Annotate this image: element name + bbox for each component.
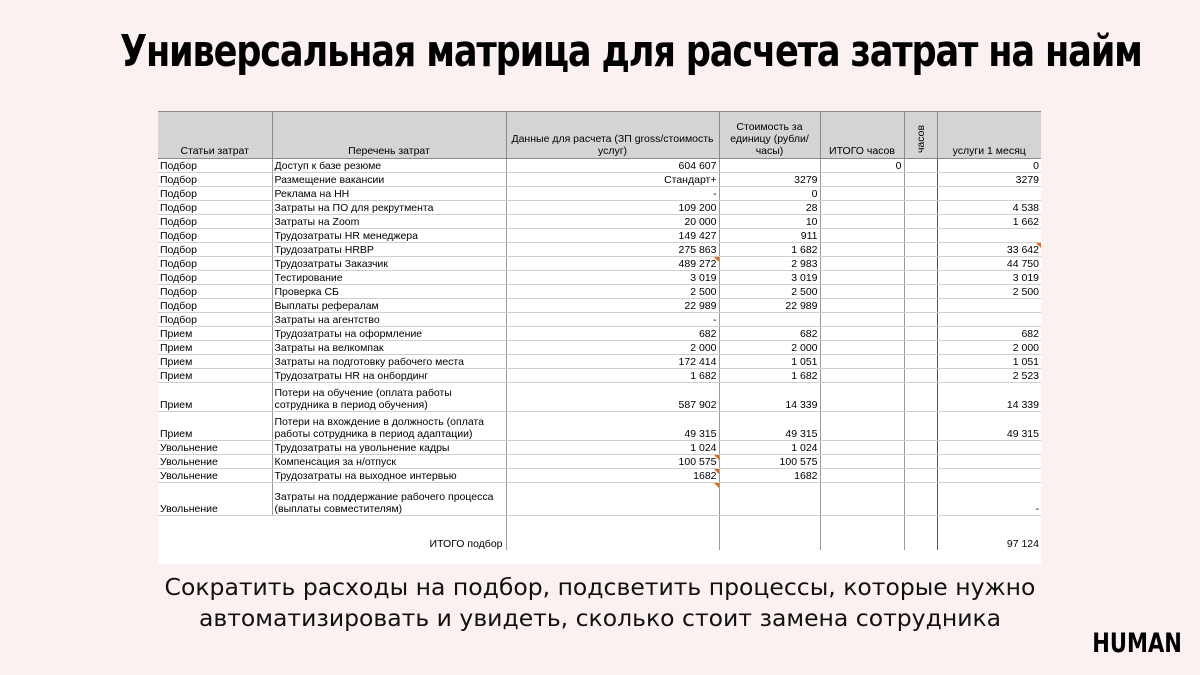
cell-data: 604 607 bbox=[506, 159, 719, 173]
table-row bbox=[158, 271, 1041, 285]
cell-data: 22 989 bbox=[506, 299, 719, 313]
table-row bbox=[158, 483, 1041, 516]
cell-total-hours bbox=[820, 271, 904, 285]
cell-data: 149 427 bbox=[506, 229, 719, 243]
cell-unit-cost: 1 682 bbox=[719, 243, 820, 257]
cell-category: Прием bbox=[158, 327, 272, 341]
cell-month: 3279 bbox=[937, 173, 1041, 187]
cell-month: 2 500 bbox=[937, 285, 1041, 299]
cell-hours bbox=[904, 383, 937, 412]
cell-hours bbox=[904, 243, 937, 257]
cell-data: 172 414 bbox=[506, 355, 719, 369]
cell-total-hours bbox=[820, 483, 904, 516]
page-title: Универсальная матрица для расчета затрат на найм bbox=[120, 26, 1142, 77]
cell-total-hours bbox=[820, 455, 904, 469]
cell-category: Подбор bbox=[158, 243, 272, 257]
cell-month: - bbox=[937, 483, 1041, 516]
table-header-row bbox=[158, 112, 1041, 159]
cell-hours bbox=[904, 327, 937, 341]
cell-category: Увольнение bbox=[158, 455, 272, 469]
cell-hours bbox=[904, 369, 937, 383]
cell-month bbox=[937, 299, 1041, 313]
cell-category: Подбор bbox=[158, 271, 272, 285]
cell-month: 1 051 bbox=[937, 355, 1041, 369]
table-row bbox=[158, 455, 1041, 469]
cell-month: 3 019 bbox=[937, 271, 1041, 285]
header-name: Перечень затрат bbox=[272, 112, 506, 159]
cell-month bbox=[937, 455, 1041, 469]
cell-name: Трудозатраты на увольнение кадры bbox=[272, 441, 506, 455]
total-cell-unit-cost bbox=[719, 516, 820, 551]
header-category: Статьи затрат bbox=[158, 112, 272, 159]
cell-hours bbox=[904, 229, 937, 243]
cell-total-hours bbox=[820, 369, 904, 383]
cell-category: Подбор bbox=[158, 229, 272, 243]
cell-hours bbox=[904, 159, 937, 173]
cell-unit-cost: 911 bbox=[719, 229, 820, 243]
table-row bbox=[158, 355, 1041, 369]
table-row bbox=[158, 159, 1041, 173]
cell-total-hours bbox=[820, 313, 904, 327]
cell-hours bbox=[904, 285, 937, 299]
cell-total-hours bbox=[820, 441, 904, 455]
total-cell-data bbox=[506, 516, 719, 551]
total-cell-hours bbox=[820, 516, 904, 551]
cell-data: Стандарт+ bbox=[506, 173, 719, 187]
cell-data bbox=[506, 483, 719, 516]
cell-data: 100 575 bbox=[506, 455, 719, 469]
cell-month: 1 662 bbox=[937, 215, 1041, 229]
cost-matrix-sheet bbox=[158, 111, 1041, 564]
table-row bbox=[158, 215, 1041, 229]
cell-unit-cost: 682 bbox=[719, 327, 820, 341]
cell-name: Выплаты рефералам bbox=[272, 299, 506, 313]
cell-category: Подбор bbox=[158, 159, 272, 173]
cell-month: 0 bbox=[937, 159, 1041, 173]
cell-data: 275 863 bbox=[506, 243, 719, 257]
cell-name: Потери на вхождение в должность (оплата работы сотрудника в период адаптации) bbox=[272, 412, 506, 441]
cell-data: 1682 bbox=[506, 469, 719, 483]
cell-hours bbox=[904, 469, 937, 483]
table-row bbox=[158, 201, 1041, 215]
table-row bbox=[158, 229, 1041, 243]
cell-name: Реклама на НН bbox=[272, 187, 506, 201]
cell-unit-cost: 22 989 bbox=[719, 299, 820, 313]
cell-data: 109 200 bbox=[506, 201, 719, 215]
cell-data: 20 000 bbox=[506, 215, 719, 229]
cell-name: Трудозатраты HR менеджера bbox=[272, 229, 506, 243]
cell-total-hours bbox=[820, 383, 904, 412]
cell-month: 33 642 bbox=[937, 243, 1041, 257]
cell-category: Подбор bbox=[158, 285, 272, 299]
cell-category: Подбор bbox=[158, 173, 272, 187]
cell-total-hours bbox=[820, 187, 904, 201]
cell-hours bbox=[904, 215, 937, 229]
cell-unit-cost bbox=[719, 159, 820, 173]
cell-name: Трудозатраты Заказчик bbox=[272, 257, 506, 271]
cell-name: Затраты на подготовку рабочего места bbox=[272, 355, 506, 369]
cell-name: Трудозатраты на оформление bbox=[272, 327, 506, 341]
cell-unit-cost: 1 682 bbox=[719, 369, 820, 383]
cell-unit-cost: 14 339 bbox=[719, 383, 820, 412]
subtitle-line-1: Сократить расходы на подбор, подсветить процессы, которые нужно bbox=[164, 573, 1036, 601]
cell-month: 2 523 bbox=[937, 369, 1041, 383]
cell-name: Тестирование bbox=[272, 271, 506, 285]
cell-total-hours bbox=[820, 285, 904, 299]
cell-total-hours bbox=[820, 257, 904, 271]
cell-unit-cost: 3 019 bbox=[719, 271, 820, 285]
cell-unit-cost: 1 024 bbox=[719, 441, 820, 455]
table-row bbox=[158, 243, 1041, 257]
cell-category: Подбор bbox=[158, 299, 272, 313]
cell-month: 4 538 bbox=[937, 201, 1041, 215]
table-row bbox=[158, 285, 1041, 299]
cell-hours bbox=[904, 455, 937, 469]
cell-month bbox=[937, 187, 1041, 201]
cell-category: Увольнение bbox=[158, 469, 272, 483]
cell-total-hours bbox=[820, 412, 904, 441]
cell-name: Затраты на Zoom bbox=[272, 215, 506, 229]
cell-hours bbox=[904, 201, 937, 215]
cell-category: Прием bbox=[158, 355, 272, 369]
cell-hours bbox=[904, 271, 937, 285]
cost-matrix-table bbox=[158, 111, 1041, 550]
cell-category: Прием bbox=[158, 412, 272, 441]
cell-total-hours bbox=[820, 355, 904, 369]
cell-month bbox=[937, 469, 1041, 483]
cell-unit-cost: 2 000 bbox=[719, 341, 820, 355]
cell-name: Доступ к базе резюме bbox=[272, 159, 506, 173]
subtitle bbox=[0, 572, 1200, 634]
cell-category: Подбор bbox=[158, 187, 272, 201]
table-row bbox=[158, 369, 1041, 383]
cell-data: - bbox=[506, 313, 719, 327]
cell-month: 14 339 bbox=[937, 383, 1041, 412]
cell-unit-cost: 49 315 bbox=[719, 412, 820, 441]
cell-total-hours bbox=[820, 201, 904, 215]
cell-unit-cost: 100 575 bbox=[719, 455, 820, 469]
cell-total-hours: 0 bbox=[820, 159, 904, 173]
cell-name: Затраты на ПО для рекрутмента bbox=[272, 201, 506, 215]
cell-data: 2 500 bbox=[506, 285, 719, 299]
cell-name: Трудозатраты HRBP bbox=[272, 243, 506, 257]
cell-name: Затраты на поддержание рабочего процесса (выплаты совместителям) bbox=[272, 483, 506, 516]
cell-category: Подбор bbox=[158, 313, 272, 327]
table-row bbox=[158, 412, 1041, 441]
cell-category: Подбор bbox=[158, 257, 272, 271]
brand-logo: HUMAN bbox=[1092, 628, 1182, 659]
cell-category: Подбор bbox=[158, 201, 272, 215]
cell-total-hours bbox=[820, 243, 904, 257]
cell-name: Трудозатраты на выходное интервью bbox=[272, 469, 506, 483]
cell-category: Увольнение bbox=[158, 441, 272, 455]
cell-hours bbox=[904, 355, 937, 369]
table-row bbox=[158, 383, 1041, 412]
cell-month: 682 bbox=[937, 327, 1041, 341]
table-row bbox=[158, 341, 1041, 355]
cell-data: 3 019 bbox=[506, 271, 719, 285]
cell-month bbox=[937, 229, 1041, 243]
cell-total-hours bbox=[820, 173, 904, 187]
cell-unit-cost: 1682 bbox=[719, 469, 820, 483]
cell-hours bbox=[904, 412, 937, 441]
table-row bbox=[158, 313, 1041, 327]
cell-name: Затраты на агентство bbox=[272, 313, 506, 327]
cell-unit-cost: 3279 bbox=[719, 173, 820, 187]
cell-total-hours bbox=[820, 229, 904, 243]
cell-data: 49 315 bbox=[506, 412, 719, 441]
cell-unit-cost: 28 bbox=[719, 201, 820, 215]
cell-name: Затраты на велкомпак bbox=[272, 341, 506, 355]
cell-month: 49 315 bbox=[937, 412, 1041, 441]
cell-category: Подбор bbox=[158, 215, 272, 229]
header-hours-rotated: часов bbox=[904, 112, 937, 159]
table-row bbox=[158, 469, 1041, 483]
cell-hours bbox=[904, 313, 937, 327]
cell-month bbox=[937, 441, 1041, 455]
total-label: ИТОГО подбор bbox=[429, 538, 503, 550]
cell-unit-cost: 0 bbox=[719, 187, 820, 201]
cell-unit-cost: 1 051 bbox=[719, 355, 820, 369]
cell-data: 2 000 bbox=[506, 341, 719, 355]
cell-name: Потери на обучение (оплата работы сотрудника в период обучения) bbox=[272, 383, 506, 412]
table-row bbox=[158, 299, 1041, 313]
cell-hours bbox=[904, 257, 937, 271]
cell-unit-cost: 2 500 bbox=[719, 285, 820, 299]
cell-data: 682 bbox=[506, 327, 719, 341]
cell-hours bbox=[904, 299, 937, 313]
cell-hours bbox=[904, 483, 937, 516]
cell-total-hours bbox=[820, 215, 904, 229]
cell-data: 489 272 bbox=[506, 257, 719, 271]
header-month: услуги 1 месяц bbox=[937, 112, 1041, 159]
table-row bbox=[158, 173, 1041, 187]
table-row bbox=[158, 441, 1041, 455]
cell-unit-cost bbox=[719, 483, 820, 516]
cell-hours bbox=[904, 441, 937, 455]
cell-total-hours bbox=[820, 469, 904, 483]
cell-name: Компенсация за н/отпуск bbox=[272, 455, 506, 469]
cell-unit-cost: 10 bbox=[719, 215, 820, 229]
cell-data: 1 024 bbox=[506, 441, 719, 455]
total-cell-hours-rot bbox=[904, 516, 937, 551]
table-row bbox=[158, 327, 1041, 341]
header-data: Данные для расчета (ЗП gross/стоимость услуг) bbox=[506, 112, 719, 159]
cell-unit-cost: 2 983 bbox=[719, 257, 820, 271]
cell-unit-cost bbox=[719, 313, 820, 327]
subtitle-line-2: автоматизировать и увидеть, сколько стоит замена сотрудника bbox=[198, 604, 1002, 632]
cell-name: Трудозатраты HR на онбординг bbox=[272, 369, 506, 383]
cell-total-hours bbox=[820, 327, 904, 341]
cell-hours bbox=[904, 187, 937, 201]
cell-category: Увольнение bbox=[158, 483, 272, 516]
total-row bbox=[158, 516, 1041, 551]
cell-data: 587 902 bbox=[506, 383, 719, 412]
table-row bbox=[158, 257, 1041, 271]
cell-data: - bbox=[506, 187, 719, 201]
cell-hours bbox=[904, 173, 937, 187]
cell-name: Размещение вакансии bbox=[272, 173, 506, 187]
cell-hours bbox=[904, 341, 937, 355]
header-total-hours: ИТОГО часов bbox=[820, 112, 904, 159]
cell-category: Прием bbox=[158, 369, 272, 383]
table-row bbox=[158, 187, 1041, 201]
header-unit-cost: Стоимость за единицу (рубли/часы) bbox=[719, 112, 820, 159]
cell-category: Прием bbox=[158, 383, 272, 412]
cell-month: 2 000 bbox=[937, 341, 1041, 355]
cell-total-hours bbox=[820, 299, 904, 313]
cell-month bbox=[937, 313, 1041, 327]
total-value: 97 124 bbox=[937, 516, 1041, 551]
cell-category: Прием bbox=[158, 341, 272, 355]
cell-name: Проверка СБ bbox=[272, 285, 506, 299]
cell-total-hours bbox=[820, 341, 904, 355]
cell-month: 44 750 bbox=[937, 257, 1041, 271]
cell-data: 1 682 bbox=[506, 369, 719, 383]
